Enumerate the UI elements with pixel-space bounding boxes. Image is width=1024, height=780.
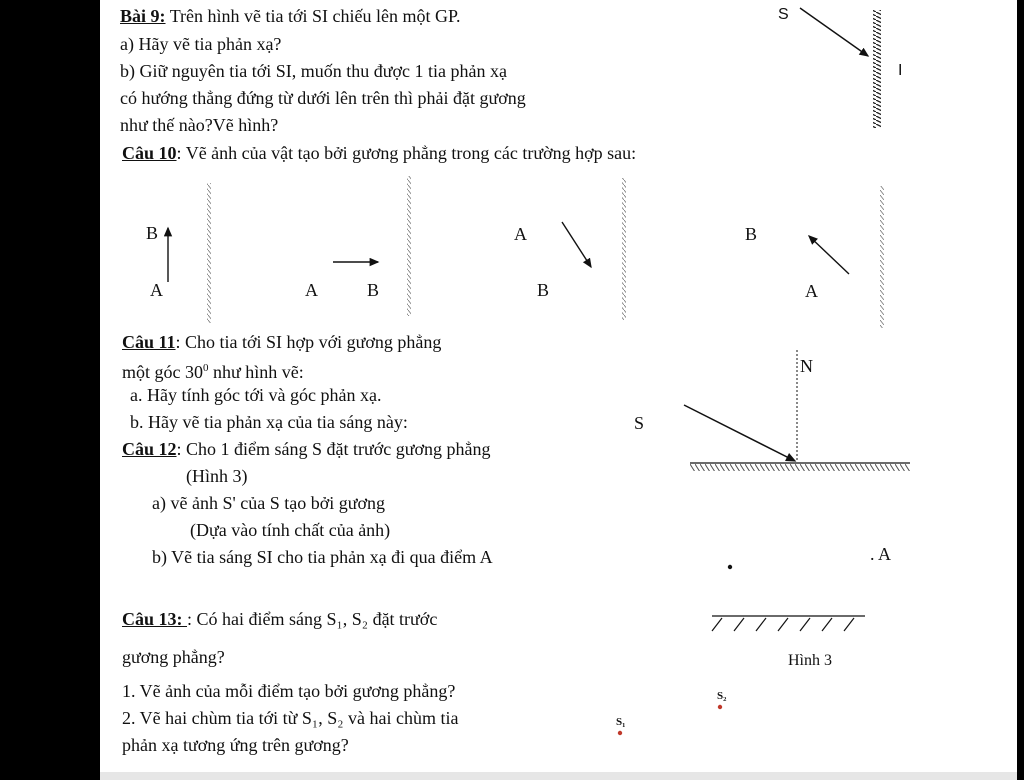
- bai9-mirror: [873, 10, 881, 128]
- cau13-point-s2: [718, 705, 722, 709]
- cau10-fig3-object-arrow: [562, 222, 591, 267]
- bai9-label-i: I: [898, 62, 903, 79]
- cau12-figure: [712, 565, 865, 631]
- bai9-figure: [800, 8, 881, 128]
- cau12-line1: : Cho 1 điểm sáng S đặt trước gương phẳng: [176, 439, 491, 459]
- cau13-point-s1: [618, 731, 622, 735]
- bai9-label-s: S: [778, 6, 789, 23]
- bai9-question-b-line2: có hướng thẳng đứng từ dưới lên trên thì phải đặt gương: [120, 88, 526, 108]
- cau11-line2-sup: 0: [203, 362, 209, 374]
- cau11-question-b: b. Hãy vẽ tia phản xạ của tia sáng này:: [130, 412, 408, 432]
- bai9-incident-ray: [800, 8, 868, 56]
- cau10-fig2: [333, 176, 411, 316]
- cau10-fig3-mirror: [622, 178, 626, 320]
- cau11-label-n: N: [800, 356, 813, 376]
- cau10-fig4-label-a: A: [805, 281, 818, 301]
- cau13-question-1: 1. Vẽ ảnh của mỗi điểm tạo bởi gương phẳng?: [122, 681, 456, 701]
- bai9-question-a: a) Hãy vẽ tia phản xạ?: [120, 34, 282, 54]
- cau13-label-s1: S₁: [616, 716, 626, 728]
- cau10-fig4: [809, 186, 884, 328]
- cau12-question-a: a) vẽ ảnh S' của S tạo bởi gương: [152, 493, 385, 513]
- cau10-fig3-label-a: A: [514, 224, 527, 244]
- cau10-fig2-label-b: B: [367, 280, 380, 300]
- cau12-point-a: . A: [870, 544, 892, 564]
- cau11-incident-ray: [684, 405, 795, 461]
- cau13-question-2: 2. Vẽ hai chùm tia tới từ S₁, S₂ và hai chùm tia: [122, 708, 459, 728]
- cau11-line2-post: như hình vẽ:: [208, 362, 304, 382]
- bai9-question-b-line1: b) Giữ nguyên tia tới SI, muốn thu được 1 tia phản xạ: [120, 61, 507, 81]
- cau12-figure-ref: (Hình 3): [186, 466, 248, 486]
- cau11-question-a: a. Hãy tính góc tới và góc phản xạ.: [130, 385, 382, 405]
- cau10-fig2-label-a: A: [305, 280, 318, 300]
- cau13-title: Câu 13:: [122, 609, 188, 629]
- cau10-title: Câu 10: [122, 143, 177, 163]
- cau11-label-s: S: [634, 413, 645, 433]
- cau10-fig1-mirror: [207, 183, 211, 323]
- cau11-title: Câu 11: [122, 332, 176, 352]
- bai9-title: Bài 9:: [120, 6, 166, 26]
- cau12-question-b: b) Vẽ tia sáng SI cho tia phản xạ đi qua điểm A: [152, 547, 493, 567]
- cau12-title: Câu 12: [122, 439, 177, 459]
- bottom-strip: [100, 772, 1017, 780]
- cau10-text: : Vẽ ảnh của vật tạo bởi gương phẳng trong các trường hợp sau:: [176, 143, 637, 163]
- worksheet-page: [100, 0, 1017, 772]
- cau12-point-s: [728, 565, 732, 569]
- bai9-intro: Trên hình vẽ tia tới SI chiếu lên một GP.: [165, 6, 461, 26]
- cau10-fig2-mirror: [407, 176, 411, 316]
- cau11-line2-pre: một góc 30: [122, 362, 203, 382]
- cau10-fig3-label-b: B: [537, 280, 550, 300]
- cau10-fig1-label-a: A: [150, 280, 163, 300]
- cau11-mirror-hatch: [690, 464, 910, 471]
- cau11-figure: [684, 350, 910, 471]
- cau11-line1: : Cho tia tới SI hợp với gương phẳng: [175, 332, 442, 352]
- cau13-line1: : Có hai điểm sáng S₁, S₂ đặt trước: [187, 609, 438, 629]
- cau12-mirror-hatch: [712, 618, 854, 631]
- cau12-question-a-note: (Dựa vào tính chất của ảnh): [190, 520, 391, 540]
- cau13-label-s2: S₂: [717, 690, 727, 702]
- figures-layer: [100, 0, 1017, 772]
- cau13-line2: gương phẳng?: [122, 647, 225, 667]
- cau13-question-3: phản xạ tương ứng trên gương?: [122, 735, 349, 755]
- cau10-fig1-label-b: B: [146, 223, 159, 243]
- cau10-fig4-mirror: [880, 186, 884, 328]
- cau10-fig1: [168, 183, 211, 323]
- cau10-fig4-object-arrow: [809, 236, 849, 274]
- cau10-fig3: [562, 178, 626, 320]
- cau10-fig4-label-b: B: [745, 224, 758, 244]
- bai9-question-b-line3: như thế nào?Vẽ hình?: [120, 115, 279, 135]
- cau13-points: [618, 705, 722, 735]
- cau12-figure-caption: Hình 3: [788, 652, 832, 669]
